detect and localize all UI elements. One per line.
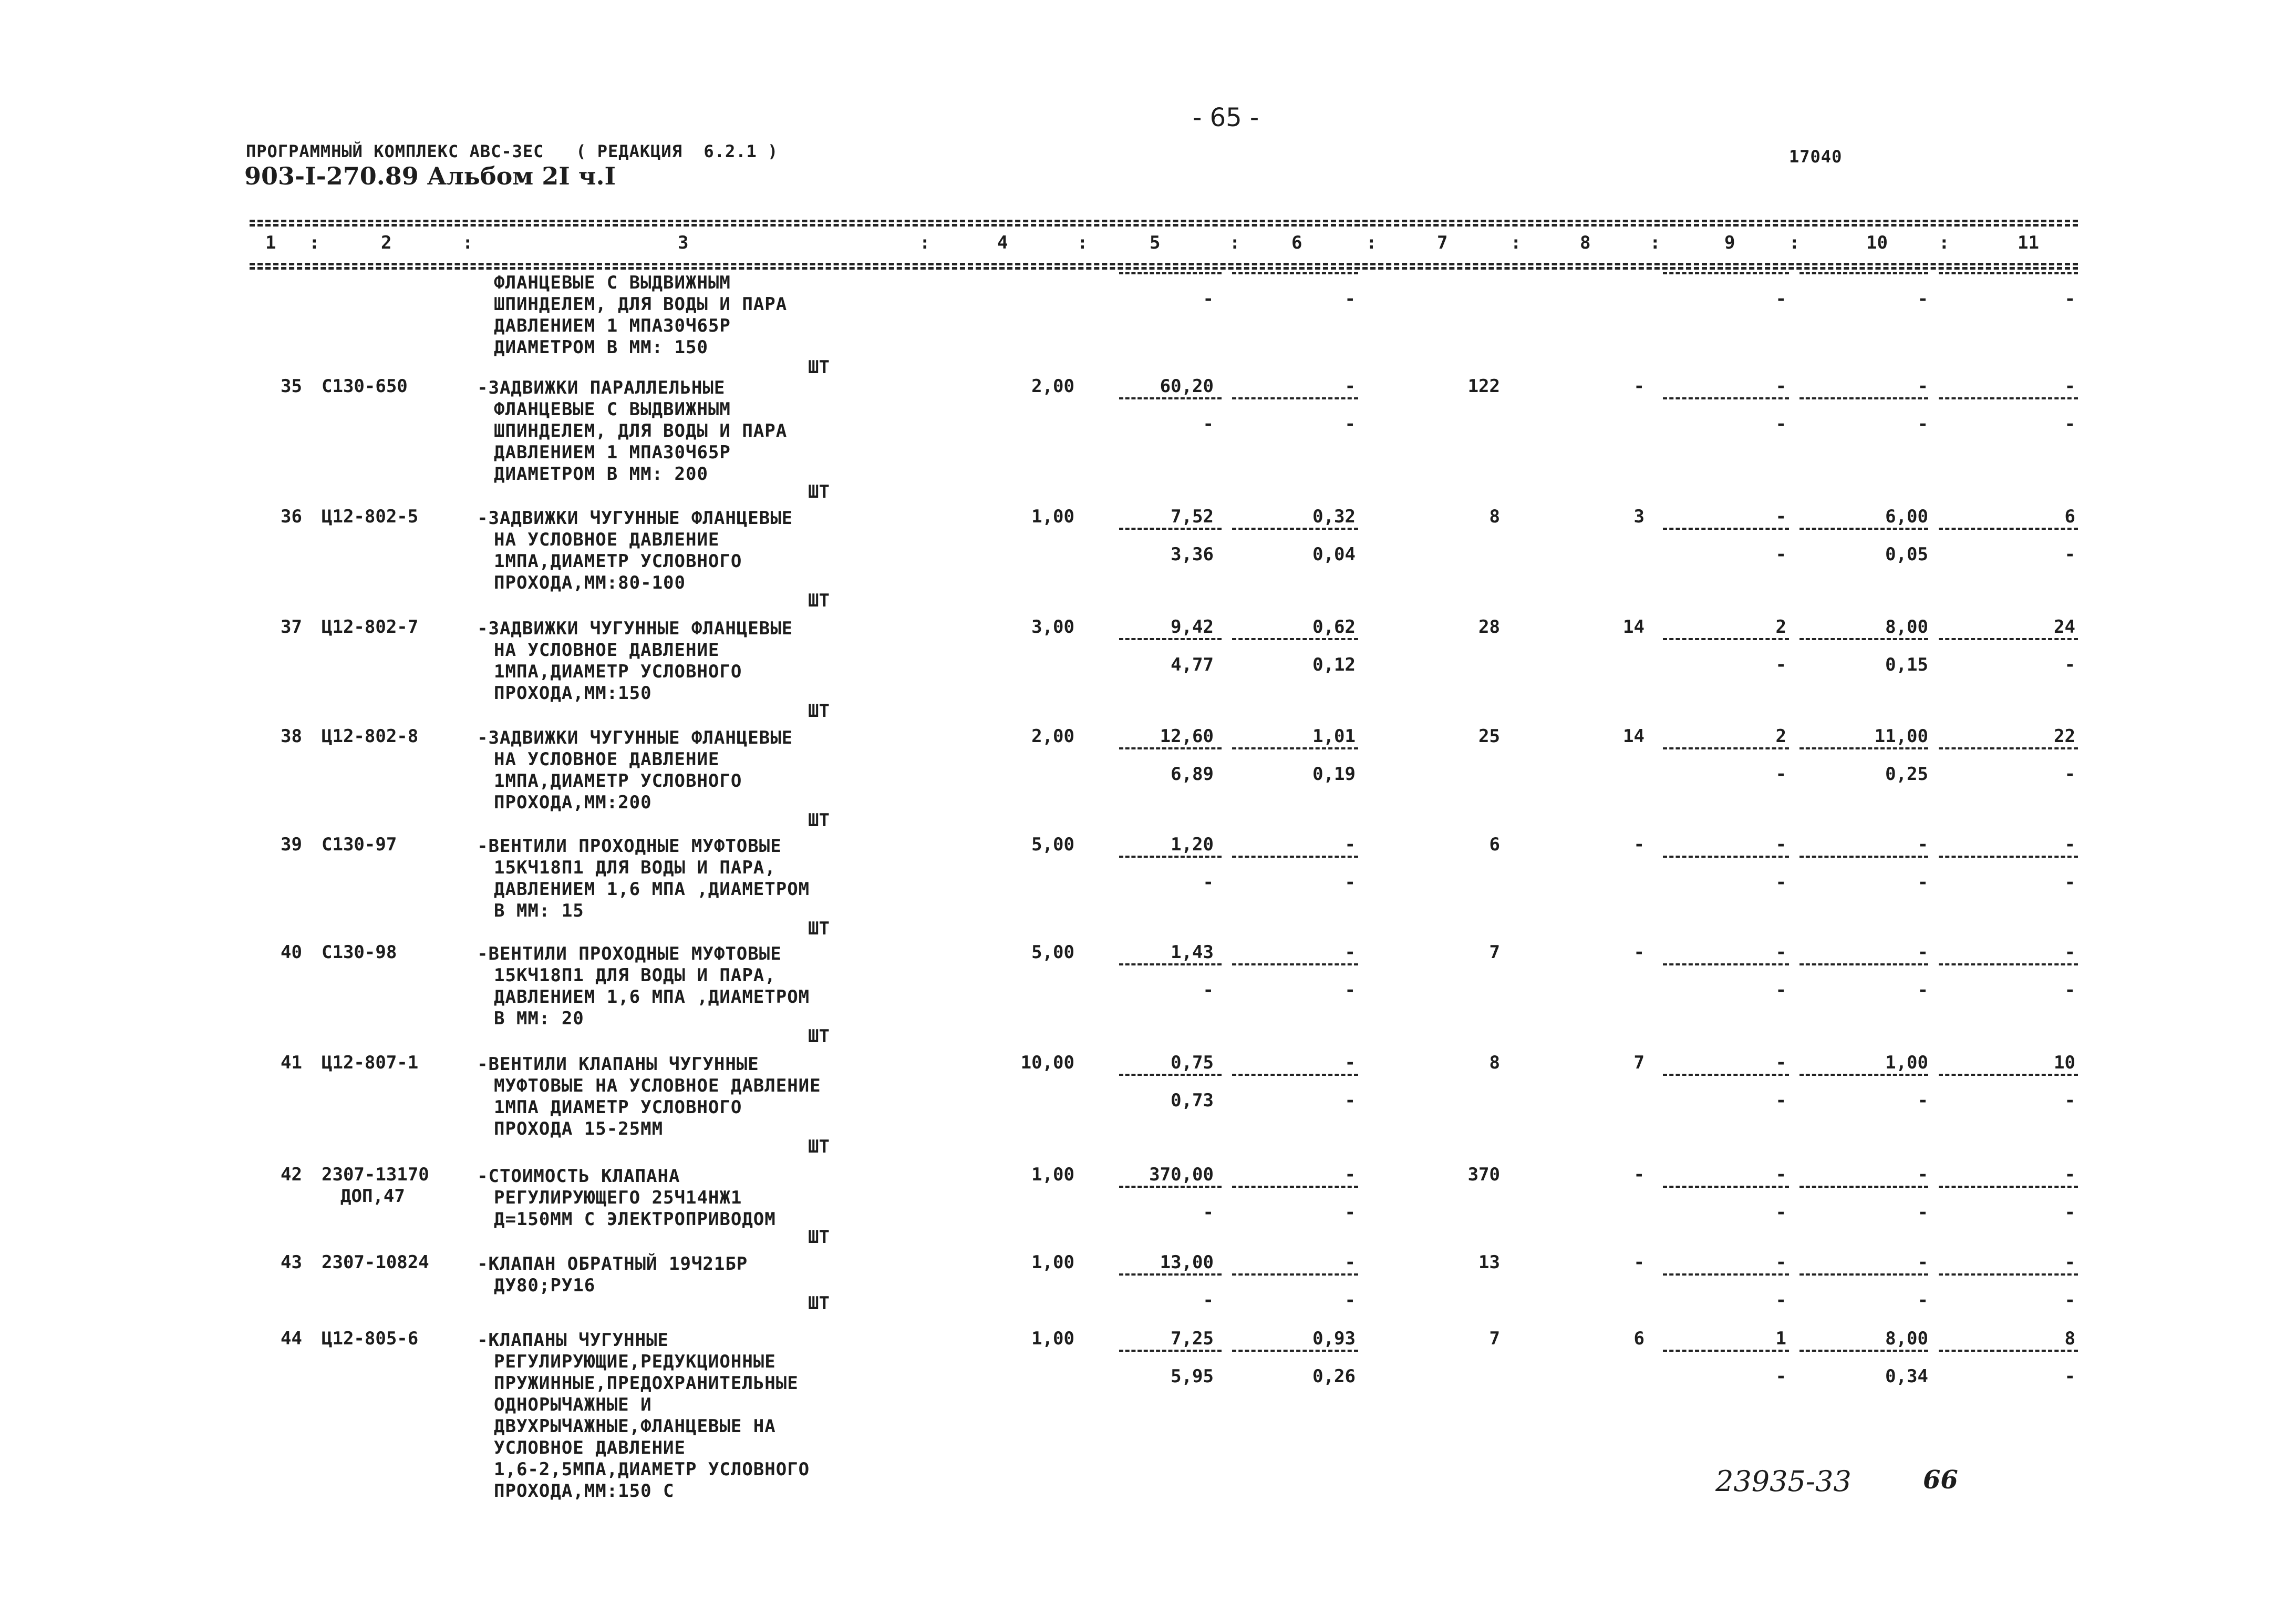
description-line: РЕГУЛИРУЮЩЕГО 25Ч14НЖ1	[494, 1187, 742, 1208]
fraction-line-col6	[1232, 1074, 1358, 1076]
cell-col7: 28	[1478, 616, 1500, 638]
cell-col10-lower: 0,15	[1885, 654, 1928, 675]
cell-quantity: 2,00	[1031, 726, 1074, 747]
cell-col5-lower: 4,77	[1171, 654, 1214, 675]
cell-col11: 6	[2064, 506, 2075, 527]
description-line: ПРОХОДА 15-25ММ	[494, 1118, 664, 1139]
page-number: - 65 -	[1193, 103, 1259, 132]
cell-col8: 3	[1633, 506, 1645, 527]
cell-col9: -	[1775, 376, 1786, 397]
cell-col9-lower: -	[1775, 1290, 1786, 1311]
description-line: 15КЧ18П1 ДЛЯ ВОДЫ И ПАРА,	[494, 965, 776, 986]
table-header-rule	[250, 263, 2078, 265]
description-line: ПРОХОДА,ММ:200	[494, 792, 652, 813]
fraction-line-col11	[1939, 528, 2078, 530]
cell-col5-lower: 5,95	[1171, 1366, 1214, 1387]
cell-col9: -	[1775, 1164, 1786, 1185]
cell-col10: 11,00	[1874, 726, 1928, 747]
cell-col9-lower: -	[1775, 654, 1786, 675]
cell-col9-lower: -	[1775, 1202, 1786, 1223]
description-line: ДУ80;РУ16	[494, 1275, 596, 1296]
fraction-line-col6	[1232, 963, 1358, 965]
column-number: 7	[1437, 232, 1448, 253]
fraction-line-col5	[1119, 856, 1222, 858]
fraction-line-col10	[1799, 1273, 1928, 1276]
description-line: 1МПА,ДИАМЕТР УСЛОВНОГО	[494, 770, 742, 791]
description-line: 1МПА,ДИАМЕТР УСЛОВНОГО	[494, 551, 742, 572]
cell-col9: 1	[1775, 1328, 1786, 1349]
description-line: ПРОХОДА,ММ:150	[494, 683, 652, 704]
description-line: РЕГУЛИРУЮЩИЕ,РЕДУКЦИОННЫЕ	[494, 1351, 776, 1372]
cell-col10-lower: -	[1917, 414, 1928, 435]
description-line: ПРОХОДА,ММ:150 С	[494, 1481, 675, 1502]
table-header-rule-2	[250, 267, 2078, 270]
fraction-line-col9	[1663, 272, 1789, 274]
cell-col11: 8	[2064, 1328, 2075, 1349]
column-separator: :	[1939, 232, 1950, 253]
cell-col9: -	[1775, 942, 1786, 963]
fraction-line-col10	[1799, 638, 1928, 640]
description-line: НА УСЛОВНОЕ ДАВЛЕНИЕ	[494, 640, 720, 661]
cell-col5-lower: 6,89	[1171, 764, 1214, 785]
fraction-line-col6	[1232, 1273, 1358, 1276]
cell-col7: 122	[1467, 376, 1500, 397]
cell-col5: 12,60	[1160, 726, 1214, 747]
cell-col5-lower: -	[1203, 980, 1214, 1001]
description-line: ДАВЛЕНИЕМ 1 МПА30Ч65Р	[494, 315, 731, 336]
cell-col9: 2	[1775, 726, 1786, 747]
cell-col11-lower: -	[2064, 764, 2075, 785]
cell-col10-lower: -	[1917, 1202, 1928, 1223]
cell-col9-lower: -	[1775, 1366, 1786, 1387]
cell-col6-lower: 0,04	[1312, 544, 1356, 565]
cell-col7: 7	[1489, 942, 1500, 963]
description-line: -ЗАДВИЖКИ ПАРАЛЛЕЛЬНЫЕ	[477, 377, 726, 398]
cell-col10: -	[1917, 834, 1928, 855]
fraction-line-col5	[1119, 1350, 1222, 1352]
cell-col10: -	[1917, 1164, 1928, 1185]
cell-col8: 7	[1633, 1052, 1645, 1073]
fraction-line-col11	[1939, 963, 2078, 965]
cell-col9-lower: -	[1775, 872, 1786, 893]
cell-col10-lower: -	[1917, 1090, 1928, 1111]
item-number: 41	[281, 1052, 302, 1073]
column-number: 5	[1150, 232, 1161, 253]
description-line: -КЛАПАН ОБРАТНЫЙ 19Ч21БР	[477, 1253, 748, 1274]
cell-col11-lower: -	[2064, 872, 2075, 893]
description-line: Д=150ММ С ЭЛЕКТРОПРИВОДОМ	[494, 1209, 776, 1230]
description-line: В ММ: 15	[494, 900, 584, 921]
fraction-line-col5	[1119, 397, 1222, 399]
cell-col7: 25	[1478, 726, 1500, 747]
cell-col11: 24	[2054, 616, 2075, 638]
cell-quantity: 5,00	[1031, 834, 1074, 855]
fraction-line-col9	[1663, 963, 1789, 965]
cell-col11: -	[2064, 1164, 2075, 1185]
column-number: 11	[2018, 232, 2039, 253]
cell-col9: -	[1775, 1052, 1786, 1073]
fraction-line-col10	[1799, 963, 1928, 965]
fraction-line-col10	[1799, 528, 1928, 530]
description-line: ДАВЛЕНИЕМ 1,6 МПА ,ДИАМЕТРОМ	[494, 879, 810, 900]
cell-col5: 60,20	[1160, 376, 1214, 397]
cell-col6: -	[1344, 1164, 1356, 1185]
cell-col8: -	[1633, 1252, 1645, 1273]
unit-label: ШТ	[808, 357, 830, 378]
description-line: -ЗАДВИЖКИ ЧУГУННЫЕ ФЛАНЦЕВЫЕ	[477, 618, 793, 639]
description-line: ОДНОРЫЧАЖНЫЕ И	[494, 1394, 652, 1415]
description-line: 15КЧ18П1 ДЛЯ ВОДЫ И ПАРА,	[494, 857, 776, 878]
unit-label: ШТ	[808, 1293, 830, 1314]
description-line: ШПИНДЕЛЕМ, ДЛЯ ВОДЫ И ПАРА	[494, 420, 788, 441]
cell-col5: 0,75	[1171, 1052, 1214, 1073]
column-separator: :	[1511, 232, 1522, 253]
cell-col8: 6	[1633, 1328, 1645, 1349]
price-code: Ц12-802-5	[322, 506, 419, 527]
column-number: 4	[997, 232, 1008, 253]
fraction-line-col9	[1663, 638, 1789, 640]
cell-col6-lower: -	[1344, 1202, 1356, 1223]
cell-col11-lower: -	[2064, 289, 2075, 310]
cell-quantity: 1,00	[1031, 1328, 1074, 1349]
fraction-line-col10	[1799, 747, 1928, 749]
cell-quantity: 5,00	[1031, 942, 1074, 963]
cell-col11: -	[2064, 376, 2075, 397]
description-line: УСЛОВНОЕ ДАВЛЕНИЕ	[494, 1437, 686, 1458]
description-line: ШПИНДЕЛЕМ, ДЛЯ ВОДЫ И ПАРА	[494, 294, 788, 315]
cell-col6: -	[1344, 942, 1356, 963]
cell-col6-lower: -	[1344, 1290, 1356, 1311]
cell-col5-lower: -	[1203, 1290, 1214, 1311]
fraction-line-col11	[1939, 1350, 2078, 1352]
cell-col11-lower: -	[2064, 1090, 2075, 1111]
price-code: Ц12-807-1	[322, 1052, 419, 1073]
footer-page: 66	[1923, 1465, 1958, 1495]
price-code: 2307-13170	[322, 1164, 429, 1185]
price-code: Ц12-802-8	[322, 726, 419, 747]
cell-col10-lower: -	[1917, 980, 1928, 1001]
fraction-line-col6	[1232, 856, 1358, 858]
cell-col8: -	[1633, 1164, 1645, 1185]
cell-col10: 1,00	[1885, 1052, 1928, 1073]
fraction-line-col11	[1939, 1186, 2078, 1188]
cell-col6: -	[1344, 376, 1356, 397]
description-line: ДВУХРЫЧАЖНЫЕ,ФЛАНЦЕВЫЕ НА	[494, 1416, 776, 1437]
cell-col6-lower: 0,26	[1312, 1366, 1356, 1387]
cell-col11: 10	[2054, 1052, 2075, 1073]
cell-col9-lower: -	[1775, 414, 1786, 435]
item-number: 35	[281, 376, 302, 397]
unit-label: ШТ	[808, 1136, 830, 1157]
cell-col8: -	[1633, 942, 1645, 963]
fraction-line-col9	[1663, 1074, 1789, 1076]
fraction-line-col5	[1119, 528, 1222, 530]
cell-col6-lower: -	[1344, 1090, 1356, 1111]
item-number: 40	[281, 942, 302, 963]
cell-col5: 7,52	[1171, 506, 1214, 527]
price-code: Ц12-805-6	[322, 1328, 419, 1349]
cell-col11: 22	[2054, 726, 2075, 747]
cell-col11: -	[2064, 834, 2075, 855]
unit-label: ШТ	[808, 701, 830, 722]
fraction-line-col6	[1232, 747, 1358, 749]
description-line: ДАВЛЕНИЕМ 1 МПА30Ч65Р	[494, 442, 731, 463]
cell-col10: -	[1917, 942, 1928, 963]
cell-col6-lower: -	[1344, 980, 1356, 1001]
cell-col11-lower: -	[2064, 1366, 2075, 1387]
item-number: 44	[281, 1328, 302, 1349]
fraction-line-col11	[1939, 397, 2078, 399]
column-separator: :	[919, 232, 930, 253]
fraction-line-col6	[1232, 638, 1358, 640]
description-line: -СТОИМОСТЬ КЛАПАНА	[477, 1166, 680, 1187]
fraction-line-col5	[1119, 272, 1222, 274]
price-code: 2307-10824	[322, 1252, 429, 1273]
fraction-line-col5	[1119, 963, 1222, 965]
cell-col5: 9,42	[1171, 616, 1214, 638]
description-line: -ЗАДВИЖКИ ЧУГУННЫЕ ФЛАНЦЕВЫЕ	[477, 508, 793, 529]
item-number: 43	[281, 1252, 302, 1273]
cell-col5: 7,25	[1171, 1328, 1214, 1349]
unit-label: ШТ	[808, 918, 830, 939]
fraction-line-col11	[1939, 638, 2078, 640]
cell-quantity: 1,00	[1031, 1252, 1074, 1273]
cell-col9-lower: -	[1775, 980, 1786, 1001]
cell-col7: 6	[1489, 834, 1500, 855]
fraction-line-col11	[1939, 272, 2078, 274]
column-number: 9	[1724, 232, 1735, 253]
cell-col5: 1,43	[1171, 942, 1214, 963]
cell-col7: 13	[1478, 1252, 1500, 1273]
fraction-line-col11	[1939, 856, 2078, 858]
cell-col11-lower: -	[2064, 654, 2075, 675]
cell-col7: 370	[1467, 1164, 1500, 1185]
cell-col7: 8	[1489, 1052, 1500, 1073]
column-separator: :	[1789, 232, 1800, 253]
cell-col5-lower: 3,36	[1171, 544, 1214, 565]
cell-col11-lower: -	[2064, 544, 2075, 565]
cell-col10: 8,00	[1885, 1328, 1928, 1349]
item-number: 36	[281, 506, 302, 527]
cell-quantity: 1,00	[1031, 1164, 1074, 1185]
cell-quantity: 1,00	[1031, 506, 1074, 527]
album-line: 903-I-270.89 Альбом 2I ч.I	[244, 162, 616, 190]
unit-label: ШТ	[808, 1227, 830, 1248]
fraction-line-col6	[1232, 1186, 1358, 1188]
description-line: ДИАМЕТРОМ В ММ: 150	[494, 337, 708, 358]
description-line: -ВЕНТИЛИ ПРОХОДНЫЕ МУФТОВЫЕ	[477, 943, 782, 964]
cell-col10: 8,00	[1885, 616, 1928, 638]
column-separator: :	[1229, 232, 1240, 253]
fraction-line-col10	[1799, 1074, 1928, 1076]
cell-col8: -	[1633, 376, 1645, 397]
cell-col6-lower: 0,12	[1312, 654, 1356, 675]
cell-col9: -	[1775, 1252, 1786, 1273]
cell-col5-lower: -	[1203, 414, 1214, 435]
fraction-line-col9	[1663, 528, 1789, 530]
column-separator: :	[309, 232, 320, 253]
description-line: -КЛАПАНЫ ЧУГУННЫЕ	[477, 1330, 669, 1351]
price-code: Ц12-802-7	[322, 616, 419, 638]
cell-col10-lower: 0,34	[1885, 1366, 1928, 1387]
cell-col5-lower: -	[1203, 1202, 1214, 1223]
column-separator: :	[1650, 232, 1661, 253]
cell-col6: 1,01	[1312, 726, 1356, 747]
description-line: -ЗАДВИЖКИ ЧУГУННЫЕ ФЛАНЦЕВЫЕ	[477, 727, 793, 748]
description-line: -ВЕНТИЛИ КЛАПАНЫ ЧУГУННЫЕ	[477, 1054, 759, 1075]
cell-col7: 8	[1489, 506, 1500, 527]
cell-col11: -	[2064, 942, 2075, 963]
cell-col6: 0,62	[1312, 616, 1356, 638]
fraction-line-col5	[1119, 638, 1222, 640]
fraction-line-col10	[1799, 1186, 1928, 1188]
cell-col6: 0,93	[1312, 1328, 1356, 1349]
cell-col9: 2	[1775, 616, 1786, 638]
cell-col11-lower: -	[2064, 1202, 2075, 1223]
cell-col5: 1,20	[1171, 834, 1214, 855]
description-line: ПРУЖИННЫЕ,ПРЕДОХРАНИТЕЛЬНЫЕ	[494, 1373, 799, 1394]
cell-col10: 6,00	[1885, 506, 1928, 527]
cell-col6-lower: -	[1344, 872, 1356, 893]
cell-col6: -	[1344, 1052, 1356, 1073]
cell-col9-lower: -	[1775, 1090, 1786, 1111]
cell-col6-lower: -	[1344, 289, 1356, 310]
cell-col9-lower: -	[1775, 544, 1786, 565]
cell-col9-lower: -	[1775, 289, 1786, 310]
fraction-line-col9	[1663, 1273, 1789, 1276]
cell-quantity: 10,00	[1020, 1052, 1074, 1073]
column-separator: :	[462, 232, 473, 253]
fraction-line-col5	[1119, 1074, 1222, 1076]
cell-col6-lower: 0,19	[1312, 764, 1356, 785]
fraction-line-col9	[1663, 856, 1789, 858]
cell-col9-lower: -	[1775, 764, 1786, 785]
fraction-line-col10	[1799, 272, 1928, 274]
fraction-line-col10	[1799, 856, 1928, 858]
column-number: 3	[678, 232, 689, 253]
description-line: ФЛАНЦЕВЫЕ С ВЫДВИЖНЫМ	[494, 272, 731, 293]
cell-col8: -	[1633, 834, 1645, 855]
description-line: В ММ: 20	[494, 1008, 584, 1029]
cell-col11: -	[2064, 1252, 2075, 1273]
fraction-line-col9	[1663, 1350, 1789, 1352]
column-separator: :	[1366, 232, 1377, 253]
cell-col11-lower: -	[2064, 414, 2075, 435]
column-number: 8	[1580, 232, 1591, 253]
table-top-rule-2	[250, 224, 2078, 227]
cell-col6-lower: -	[1344, 414, 1356, 435]
price-code: С130-97	[322, 834, 397, 855]
fraction-line-col6	[1232, 1350, 1358, 1352]
cell-col6: -	[1344, 1252, 1356, 1273]
cell-col7: 7	[1489, 1328, 1500, 1349]
fraction-line-col5	[1119, 747, 1222, 749]
fraction-line-col6	[1232, 528, 1358, 530]
column-number: 2	[381, 232, 392, 253]
cell-col5-lower: -	[1203, 872, 1214, 893]
fraction-line-col5	[1119, 1186, 1222, 1188]
cell-col5: 13,00	[1160, 1252, 1214, 1273]
description-line: ФЛАНЦЕВЫЕ С ВЫДВИЖНЫМ	[494, 399, 731, 420]
description-line: НА УСЛОВНОЕ ДАВЛЕНИЕ	[494, 749, 720, 770]
fraction-line-col6	[1232, 272, 1358, 274]
fraction-line-col9	[1663, 1186, 1789, 1188]
cell-col10-lower: 0,05	[1885, 544, 1928, 565]
unit-label: ШТ	[808, 1026, 830, 1047]
item-number: 42	[281, 1164, 302, 1185]
fraction-line-col11	[1939, 747, 2078, 749]
cell-col5-lower: 0,73	[1171, 1090, 1214, 1111]
cell-col8: 14	[1623, 726, 1645, 747]
cell-col9: -	[1775, 834, 1786, 855]
price-code: С130-98	[322, 942, 397, 963]
cell-quantity: 2,00	[1031, 376, 1074, 397]
price-code: С130-650	[322, 376, 408, 397]
column-separator: :	[1077, 232, 1088, 253]
item-number: 37	[281, 616, 302, 638]
fraction-line-col9	[1663, 397, 1789, 399]
cell-col10: -	[1917, 376, 1928, 397]
item-number: 39	[281, 834, 302, 855]
column-number: 1	[265, 232, 276, 253]
cell-col11-lower: -	[2064, 1290, 2075, 1311]
footer-code: 23935-33	[1715, 1465, 1852, 1498]
fraction-line-col10	[1799, 1350, 1928, 1352]
description-line: -ВЕНТИЛИ ПРОХОДНЫЕ МУФТОВЫЕ	[477, 836, 782, 857]
cell-col10: -	[1917, 1252, 1928, 1273]
column-number: 6	[1291, 232, 1302, 253]
description-line: НА УСЛОВНОЕ ДАВЛЕНИЕ	[494, 529, 720, 550]
fraction-line-col11	[1939, 1074, 2078, 1076]
cell-col10-lower: -	[1917, 289, 1928, 310]
cell-col6: 0,32	[1312, 506, 1356, 527]
fraction-line-col10	[1799, 397, 1928, 399]
cell-col9: -	[1775, 506, 1786, 527]
description-line: 1МПА ДИАМЕТР УСЛОВНОГО	[494, 1097, 742, 1118]
fraction-line-col9	[1663, 747, 1789, 749]
cell-col6: -	[1344, 834, 1356, 855]
cell-col5-lower: -	[1203, 289, 1214, 310]
price-code-suffix: ДОП,47	[340, 1186, 405, 1207]
item-number: 38	[281, 726, 302, 747]
column-number: 10	[1866, 232, 1888, 253]
description-line: МУФТОВЫЕ НА УСЛОВНОЕ ДАВЛЕНИЕ	[494, 1075, 821, 1096]
description-line: ДАВЛЕНИЕМ 1,6 МПА ,ДИАМЕТРОМ	[494, 986, 810, 1008]
description-line: ДИАМЕТРОМ В ММ: 200	[494, 464, 708, 485]
description-line: 1,6-2,5МПА,ДИАМЕТР УСЛОВНОГО	[494, 1459, 810, 1480]
cell-col11-lower: -	[2064, 980, 2075, 1001]
unit-label: ШТ	[808, 481, 830, 502]
description-line: ПРОХОДА,ММ:80-100	[494, 572, 686, 593]
table-top-rule	[250, 220, 2078, 222]
cell-col8: 14	[1623, 616, 1645, 638]
cell-col10-lower: 0,25	[1885, 764, 1928, 785]
doc-code: 17040	[1789, 147, 1843, 167]
cell-col5: 370,00	[1149, 1164, 1214, 1185]
cell-col10-lower: -	[1917, 1290, 1928, 1311]
program-line: ПРОГРАММНЫЙ КОМПЛЕКС АВС-3ЕС ( РЕДАКЦИЯ 6.2.1 )	[246, 141, 779, 161]
fraction-line-col6	[1232, 397, 1358, 399]
description-line: 1МПА,ДИАМЕТР УСЛОВНОГО	[494, 661, 742, 682]
fraction-line-col11	[1939, 1273, 2078, 1276]
unit-label: ШТ	[808, 810, 830, 831]
unit-label: ШТ	[808, 590, 830, 611]
cell-quantity: 3,00	[1031, 616, 1074, 638]
fraction-line-col5	[1119, 1273, 1222, 1276]
cell-col10-lower: -	[1917, 872, 1928, 893]
